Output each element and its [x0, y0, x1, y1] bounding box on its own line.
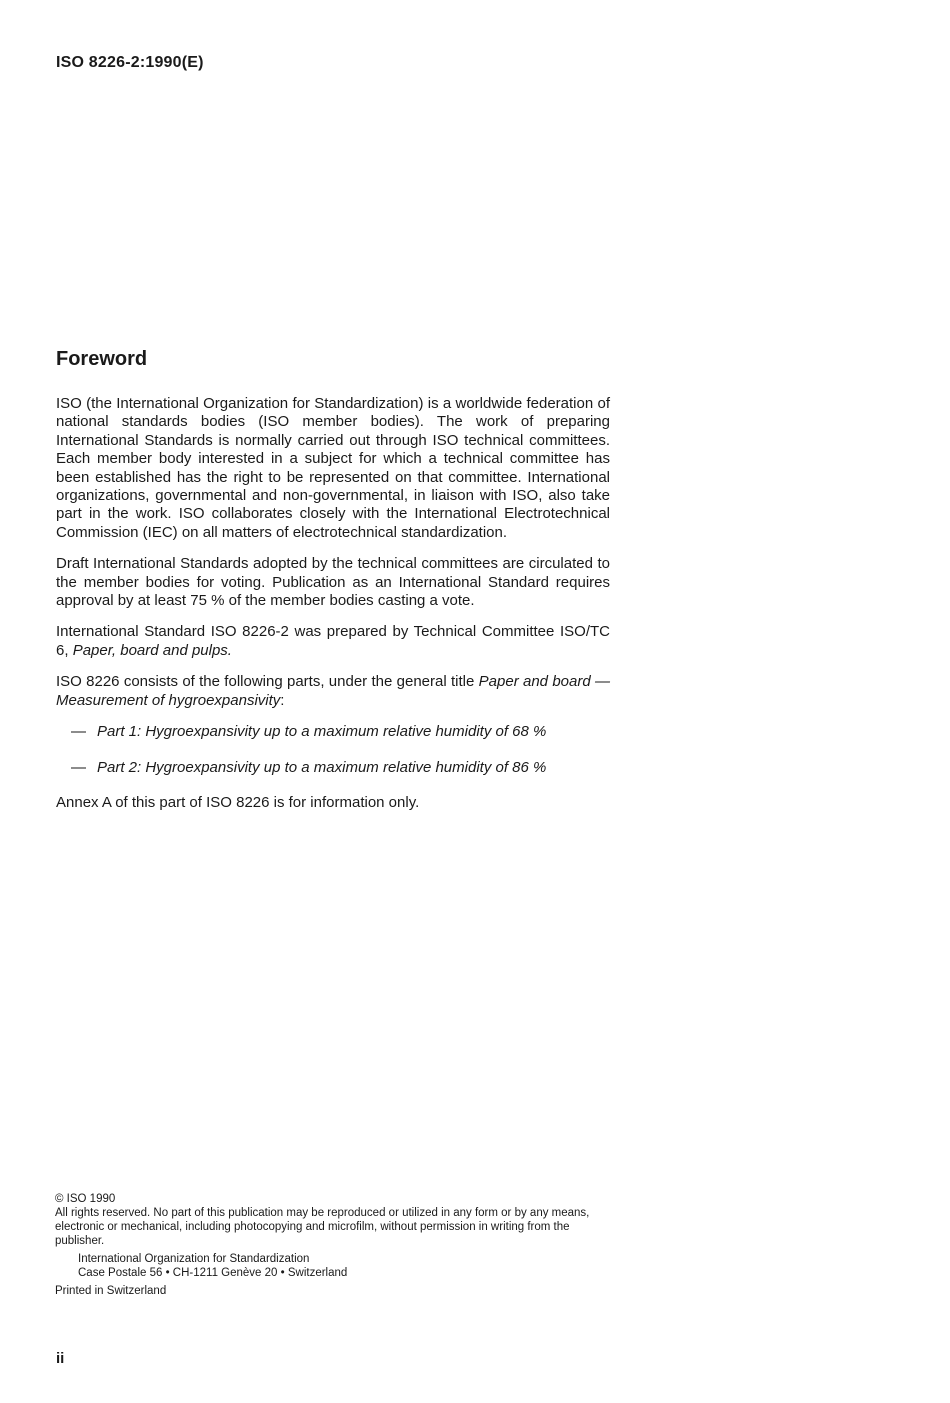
foreword-paragraph-1: ISO (the International Organization for Standardization) is a worldwide federation of national standards bodies (ISO member bodies). The work of preparing International Standards is normally carried out through ISO technical committees. Each member body interested in a subject for which a technical committee has been established has the right to be represented on that committee. International organizations, governmental and non-governmental, in liaison with ISO, also take part in the work. ISO collaborates closely with the International Electrotechnical Commission (IEC) on all matters of electrotechnical standardization.: [56, 395, 610, 541]
copyright-block: [55, 1192, 611, 1298]
copyright-notice: © ISO 1990: [55, 1193, 116, 1205]
organization-address: Case Postale 56 • CH-1211 Genève 20 • Switzerland: [78, 1267, 348, 1279]
organization-name: International Organization for Standardization: [78, 1253, 310, 1265]
foreword-paragraph-5: Annex A of this part of ISO 8226 is for information only.: [56, 793, 420, 811]
foreword-paragraph-2: Draft International Standards adopted by the technical committees are circulated to the member bodies for voting. Publication as an International Standard requires approval by at least 75 % of the member bodies casting a vote.: [56, 555, 610, 610]
general-title: Paper and board — Measurement of hygroexpansivity: [56, 673, 611, 709]
part-2-title: Part 2: Hygroexpansivity up to a maximum relative humidity of 86 %: [97, 758, 547, 776]
foreword-paragraph-4: [56, 673, 610, 710]
printed-location: Printed in Switzerland: [55, 1285, 167, 1297]
list-item: [56, 723, 610, 741]
paragraph-4-suffix: :: [280, 691, 285, 709]
foreword-paragraph-3: [56, 623, 610, 660]
part-1-title: Part 1: Hygroexpansivity up to a maximum relative humidity of 68 %: [97, 723, 547, 741]
paragraph-3-text: International Standard ISO 8226-2 was prepared by Technical Committee ISO/TC 6,: [56, 623, 610, 659]
document-identifier: ISO 8226-2:1990(E): [56, 54, 204, 71]
rights-statement: All rights reserved. No part of this publication may be reproduced or utilized in any form or by any means, electronic or mechanical, including photocopying and microfilm, without permission in writing from the publisher.: [55, 1207, 590, 1247]
list-dash: —: [71, 758, 86, 776]
parts-list: [56, 723, 610, 777]
list-item: [56, 759, 610, 777]
foreword-title: Foreword: [56, 348, 148, 370]
page-number: ii: [56, 1350, 65, 1367]
foreword-section: [56, 348, 610, 825]
list-dash: —: [71, 723, 86, 741]
paragraph-4-text: ISO 8226 consists of the following parts, under the general title: [56, 673, 479, 691]
committee-title: Paper, board and pulps.: [72, 641, 232, 659]
